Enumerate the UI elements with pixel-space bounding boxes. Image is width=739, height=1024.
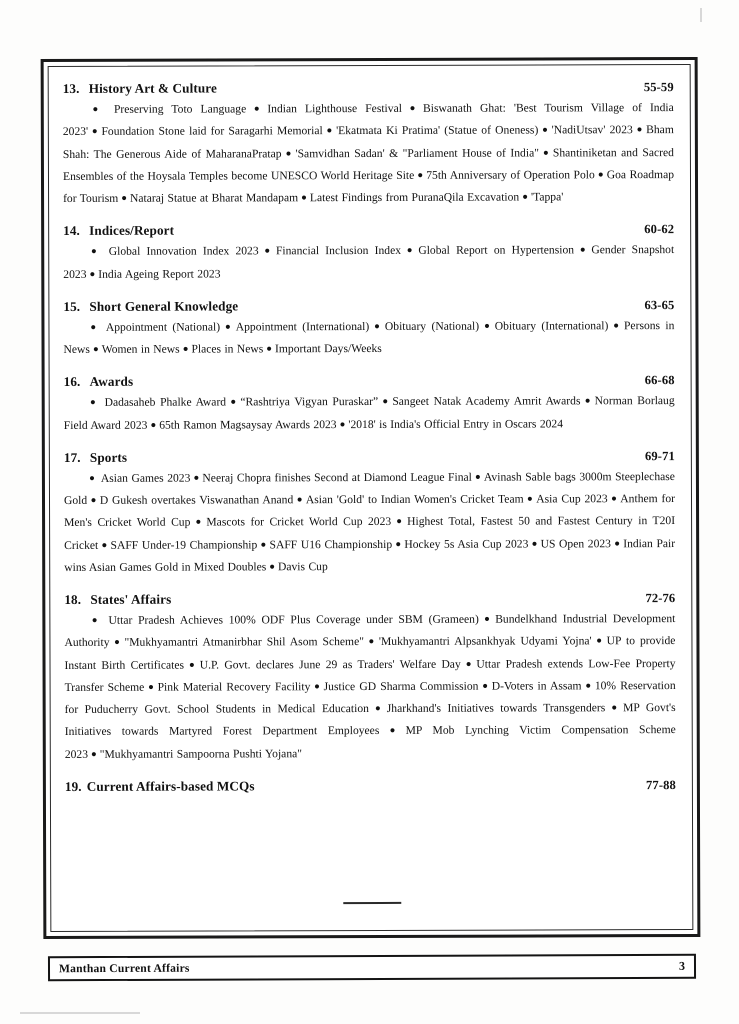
toc-topic[interactable]: Global Innovation Index 2023 <box>108 244 259 259</box>
bullet-icon: ● <box>395 539 402 550</box>
bullet-icon: ● <box>481 681 489 692</box>
toc-section-topics <box>63 97 674 210</box>
toc-topic[interactable]: Uttar Pradesh Achieves 100% ODF Plus Coverage under SBM (Grameen) <box>108 612 479 627</box>
toc-section <box>63 79 674 210</box>
toc-topic[interactable]: Anthem for Men's Cricket World Cup <box>64 492 676 530</box>
bullet-icon: ● <box>584 681 592 692</box>
toc-topic[interactable]: Pink Material Recovery Facility <box>157 679 311 694</box>
toc-topic[interactable]: Bundelkhand Industrial Development Authority <box>64 612 676 650</box>
toc-topic[interactable]: 'Ekatmata Ki Pratima' (Statue of Oneness) <box>336 123 539 138</box>
bullet-icon: ● <box>611 321 621 332</box>
bullet-icon: ● <box>187 660 197 671</box>
toc-topic[interactable]: '2018' is India's Official Entry in Oscars 2024 <box>348 416 564 431</box>
bullet-icon: ● <box>577 245 589 256</box>
toc-topic[interactable]: Neeraj Chopra finishes Second at Diamond League Final <box>202 470 472 485</box>
bullet-icon: ● <box>404 104 421 115</box>
toc-section-number: 14. <box>63 223 80 239</box>
bullet-icon: ● <box>284 148 293 159</box>
toc-topic[interactable]: Foundation Stone laid for Saragarhi Memorial <box>101 124 323 139</box>
bullet-icon: ● <box>594 636 604 647</box>
toc-topic[interactable]: Nataraj Statue at Bharat Mandapam <box>129 191 299 205</box>
bullet-icon: ● <box>147 682 155 693</box>
toc-topic[interactable]: 'Samvidhan Sadan' & "Parliament House of India" <box>295 145 539 160</box>
toc-topic[interactable]: Jharkhand's Initiatives towards Transgenders <box>386 701 606 715</box>
toc-topic[interactable]: Appointment (National) <box>105 320 221 334</box>
toc-section <box>64 590 676 766</box>
bullet-icon: ● <box>223 322 233 333</box>
bullet-icon: ● <box>522 192 528 203</box>
bullet-icon: ● <box>474 472 481 483</box>
bullet-icon: ● <box>541 125 549 136</box>
toc-section <box>64 448 675 579</box>
toc-section <box>65 777 676 795</box>
bullet-icon: ● <box>193 473 200 484</box>
toc-topic[interactable]: Asian 'Gold' to Indian Women's Cricket Team <box>305 492 524 507</box>
table-of-contents-frame <box>41 57 701 939</box>
toc-section-number: 15. <box>63 298 81 314</box>
toc-topic[interactable]: Goa Roadmap for Tourism <box>63 167 675 205</box>
toc-section-title: History Art & Culture <box>88 80 217 96</box>
toc-section-page-range: 77-88 <box>645 777 676 792</box>
toc-topic[interactable]: “Rashtriya Vigyan Puraskar” <box>240 395 379 409</box>
toc-topic[interactable]: SAFF U16 Championship <box>269 537 393 551</box>
bullet-icon: ● <box>583 396 592 407</box>
toc-topic[interactable]: Appointment (International) <box>235 319 370 334</box>
toc-topic[interactable]: Important Days/Weeks <box>275 341 382 356</box>
toc-topic[interactable]: Asia Cup 2023 <box>536 492 608 506</box>
toc-section-header[interactable] <box>64 372 675 390</box>
bullet-icon: ● <box>526 494 534 505</box>
toc-topic[interactable]: Indian Lighthouse Festival <box>267 101 402 116</box>
bullet-icon: ● <box>382 726 403 737</box>
footer-page-number: 3 <box>678 958 686 973</box>
bullet-icon: ● <box>88 247 100 258</box>
toc-section-title: Indices/Report <box>89 222 175 239</box>
toc-section-number: 18. <box>64 591 82 607</box>
toc-topic[interactable]: Shantiniketan and Sacred Ensembles of the Hoysala Temples become UNESCO World Heritage Site <box>62 145 674 183</box>
toc-topic[interactable]: 65th Ramon Magsaysay Awards 2023 <box>159 417 337 432</box>
bullet-icon: ● <box>325 126 334 137</box>
toc-section-header[interactable] <box>65 777 676 795</box>
toc-section-title: States' Affairs <box>90 591 172 607</box>
bullet-icon: ● <box>301 193 307 204</box>
toc-section-page-range: 66-68 <box>644 373 675 388</box>
toc-section-page-range: 63-65 <box>644 297 675 312</box>
toc-topic[interactable]: Women in News <box>101 342 180 356</box>
toc-section-number: 19. <box>64 778 82 794</box>
bullet-icon: ● <box>541 148 550 159</box>
toc-topic[interactable]: Biswanath Ghat: 'Best Tourism Village of India 2023' <box>62 101 674 139</box>
bullet-icon: ● <box>88 322 99 333</box>
bullet-icon: ● <box>260 540 267 551</box>
bullet-icon: ● <box>463 659 474 670</box>
bullet-icon: ● <box>92 345 99 356</box>
toc-section <box>63 221 674 285</box>
bullet-icon: ● <box>88 398 97 409</box>
toc-section-header[interactable] <box>64 448 675 466</box>
bullet-icon: ● <box>531 539 538 550</box>
toc-topic[interactable]: 'Mukhyamantri Alpsankhyak Udyami Yojna' <box>378 634 592 649</box>
toc-topic[interactable]: MP Mob Lynching Victim Compensation Scheme 2023 <box>64 723 676 761</box>
bullet-icon: ● <box>635 125 644 136</box>
bullet-icon: ● <box>404 246 416 257</box>
toc-topic[interactable]: Uttar Pradesh extends Low-Fee Property Transfer Scheme <box>64 656 676 694</box>
page-footer <box>48 954 696 981</box>
bullet-icon: ● <box>150 420 157 431</box>
toc-section-title: Current Affairs-based MCQs <box>86 778 255 794</box>
bullet-icon: ● <box>249 104 265 115</box>
bullet-icon: ● <box>394 517 405 528</box>
toc-section-page-range: 60-62 <box>644 222 675 237</box>
toc-topic[interactable]: Highest Total, Fastest 50 and Fastest Century in T20I Cricket <box>64 514 676 552</box>
toc-section-number: 16. <box>63 374 81 390</box>
bullet-icon: ● <box>121 193 128 205</box>
toc-section-page-range: 55-59 <box>643 80 674 95</box>
toc-section-topics <box>64 608 675 766</box>
toc-topic[interactable]: Norman Borlaug Field Award 2023 <box>63 394 675 432</box>
toc-section-topics <box>64 390 675 436</box>
bullet-icon: ● <box>88 473 95 484</box>
toc-topic[interactable]: Places in News <box>191 342 264 356</box>
bullet-icon: ● <box>296 495 303 506</box>
toc-section-header[interactable] <box>63 79 674 97</box>
toc-topic[interactable]: Dadasaheb Phalke Award <box>104 395 227 410</box>
bullet-icon: ● <box>339 419 346 430</box>
toc-topic[interactable]: 'Tappa' <box>530 190 564 204</box>
bullet-icon: ● <box>266 344 273 355</box>
toc-section-topics <box>64 466 675 579</box>
bullet-icon: ● <box>229 397 238 408</box>
toc-topic[interactable]: Obituary (International) <box>494 319 609 333</box>
toc-topic[interactable]: UP to provide Instant Birth Certificates <box>64 634 676 672</box>
bullet-icon: ● <box>366 637 376 648</box>
toc-topic[interactable]: India Ageing Report 2023 <box>98 266 221 281</box>
toc-section-title: Short General Knowledge <box>89 298 239 314</box>
bullet-icon: ● <box>417 170 424 181</box>
bullet-icon: ● <box>193 517 204 529</box>
bullet-icon: ● <box>313 682 321 693</box>
bullet-icon: ● <box>269 562 275 573</box>
bullet-icon: ● <box>112 638 122 649</box>
toc-section-topics <box>63 239 674 285</box>
toc-topic[interactable]: 75th Anniversary of Operation Polo <box>426 168 595 182</box>
bullet-icon: ● <box>482 321 492 332</box>
toc-section-header[interactable] <box>64 590 675 608</box>
toc-topic[interactable]: Indian Pair wins Asian Games Gold in Mixed Doubles <box>64 536 676 574</box>
toc-topic[interactable]: Financial Inclusion Index <box>275 244 402 258</box>
toc-section <box>63 297 674 361</box>
toc-section-topics <box>63 315 674 361</box>
toc-topic[interactable]: Mascots for Cricket World Cup 2023 <box>206 515 392 529</box>
toc-topic[interactable]: D Gukesh overtakes Viswanathan Anand <box>99 493 294 507</box>
toc-section-header[interactable] <box>63 297 674 315</box>
bullet-icon: ● <box>481 614 493 625</box>
toc-topic[interactable]: Global Report on Hypertension <box>418 243 575 258</box>
toc-topic[interactable]: Asian Games 2023 <box>100 471 191 485</box>
toc-section-number: 13. <box>62 80 80 96</box>
toc-topic[interactable]: Davis Cup <box>277 559 328 574</box>
section-end-rule <box>343 902 401 904</box>
toc-section-page-range: 72-76 <box>645 591 676 606</box>
toc-topic[interactable]: Sangeet Natak Academy Amrit Awards <box>392 394 581 409</box>
toc-topic[interactable]: Obituary (National) <box>384 319 480 333</box>
bullet-icon: ● <box>597 170 604 181</box>
table-of-contents-body <box>48 64 694 932</box>
bullet-icon: ● <box>261 246 273 257</box>
toc-topic[interactable]: Justice GD Sharma Commission <box>323 679 479 693</box>
toc-topic[interactable]: Avinash Sable bags 3000m Steeplechase Gold <box>63 469 675 507</box>
bullet-icon: ● <box>613 538 621 549</box>
toc-topic[interactable]: SAFF Under-19 Championship <box>110 537 258 552</box>
bullet-icon: ● <box>381 397 390 408</box>
toc-topic[interactable]: 'NadiUtsav' 2023 <box>551 123 633 137</box>
toc-topic[interactable]: 10% Reservation for Puducherry Govt. School Students in Medical Education <box>64 678 676 716</box>
bullet-icon: ● <box>182 344 189 355</box>
bullet-icon: ● <box>610 494 618 505</box>
toc-section-title: Sports <box>89 449 128 465</box>
bullet-icon: ● <box>371 704 384 715</box>
bullet-icon: ● <box>90 749 97 760</box>
bullet-icon: ● <box>101 540 108 551</box>
bullet-icon: ● <box>91 127 99 138</box>
bullet-icon: ● <box>87 105 103 116</box>
toc-topic[interactable]: Persons in News <box>63 318 675 356</box>
bullet-icon: ● <box>372 321 382 332</box>
toc-topic[interactable]: D-Voters in Assam <box>491 679 582 693</box>
bullet-icon: ● <box>608 703 621 714</box>
toc-topic[interactable]: Latest Findings from PuranaQila Excavation <box>309 190 520 205</box>
toc-section-number: 17. <box>63 449 81 465</box>
toc-topic[interactable]: U.P. Govt. declares June 29 as Traders' Welfare Day <box>199 657 461 672</box>
footer-book-title: Manthan Current Affairs <box>58 961 190 976</box>
toc-topic[interactable]: MP Govt's Initiatives towards Martyred Forest Department Employees <box>64 701 676 739</box>
toc-topic[interactable]: Bham Shah: The Generous Aide of MaharanaPratap <box>62 123 674 161</box>
toc-topic[interactable]: US Open 2023 <box>540 536 611 550</box>
bullet-icon: ● <box>89 616 100 627</box>
toc-section-page-range: 69-71 <box>644 448 675 463</box>
toc-topic[interactable]: Hockey 5s Asia Cup 2023 <box>404 537 529 551</box>
toc-section-title: Awards <box>89 373 134 390</box>
toc-topic[interactable]: "Mukhyamantri Sampoorna Pushti Yojana" <box>99 746 303 761</box>
toc-topic[interactable]: Preserving Toto Language <box>113 102 247 116</box>
toc-section-header[interactable] <box>63 221 674 239</box>
table-of-contents-list <box>63 79 676 795</box>
toc-section <box>64 372 675 436</box>
bullet-icon: ● <box>90 496 97 507</box>
toc-topic[interactable]: "Mukhyamantri Atmanirbhar Shil Asom Scheme" <box>124 635 364 650</box>
bullet-icon: ● <box>89 269 96 280</box>
toc-topic[interactable]: Gender Snapshot 2023 <box>63 243 675 281</box>
